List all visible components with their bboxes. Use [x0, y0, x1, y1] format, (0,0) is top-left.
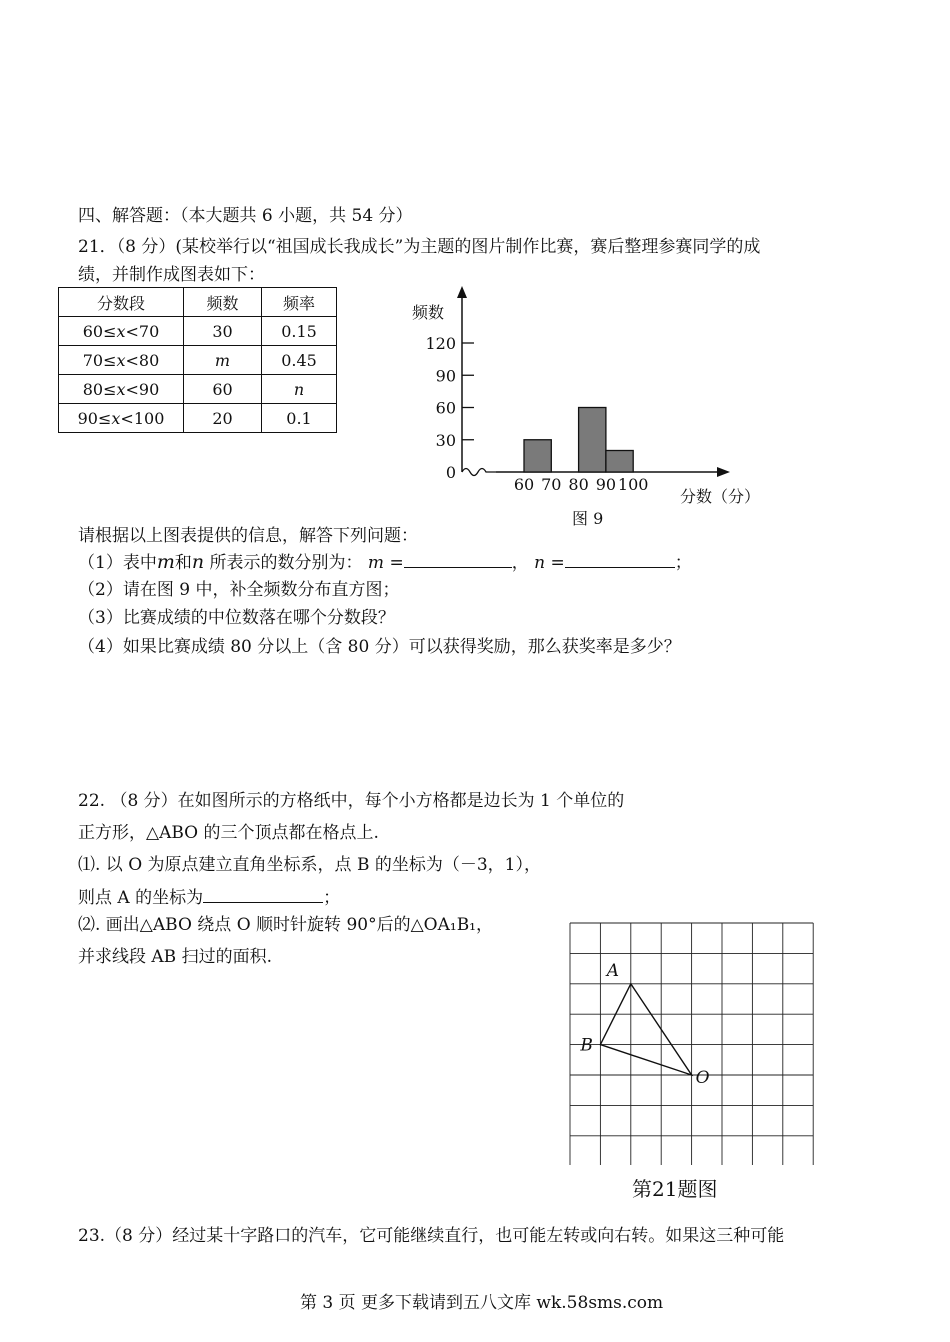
table-row [59, 375, 337, 404]
table-cell-rate: 0.15 [262, 317, 337, 346]
table-header: 频数 [184, 288, 262, 317]
q22-line2: 正方形，△ABO 的三个顶点都在格点上. [78, 823, 379, 843]
y-axis-label: 频数 [412, 303, 445, 322]
x-tick-label: 70 [541, 475, 562, 494]
y-tick-label: 120 [425, 334, 456, 353]
y-axis-arrow [457, 286, 467, 298]
section-heading: 四、解答题：（本大题共 6 小题，共 54 分） [78, 206, 413, 226]
x-tick-label: 90 [595, 475, 617, 494]
table-cell-range: 70≤x<80 [59, 346, 184, 375]
table-row [59, 346, 337, 375]
x-tick-label: 100 [617, 475, 649, 494]
q22-line6: 并求线段 AB 扫过的面积. [78, 947, 272, 967]
histogram-bar [524, 440, 551, 472]
n-answer-blank[interactable] [565, 551, 675, 568]
page-footer: 第 3 页 更多下载请到五八文库 wk.58sms.com [300, 1293, 664, 1313]
q21-sub2: （2）请在图 9 中，补全频数分布直方图； [78, 580, 400, 600]
q23-line1: 23.（8 分）经过某十字路口的汽车，它可能继续直行，也可能左转或向右转。如果这三种可能 [78, 1226, 785, 1246]
histogram-bar [579, 408, 606, 473]
q22-line4: 则点 A 的坐标为 ； [78, 888, 341, 908]
figure-caption: 第21题图 [632, 1177, 718, 1201]
m-answer-blank[interactable] [404, 551, 512, 568]
table-cell-range: 80≤x<90 [59, 375, 184, 404]
triangle-abo [600, 984, 691, 1075]
q21-prompt: 请根据以上图表提供的信息，解答下列问题： [78, 526, 418, 546]
table-cell-freq: 20 [184, 404, 262, 433]
vertex-label-a: A [606, 960, 620, 981]
table-header: 分数段 [59, 288, 184, 317]
table-cell-rate: 0.45 [262, 346, 337, 375]
q21-sub1: （1）表中m和n 所表示的数分别为： m = ， n = ； [78, 551, 692, 573]
table-cell-freq: m [184, 346, 262, 375]
table-header: 频率 [262, 288, 337, 317]
q21-line1: 21．（8 分）(某校举行以“祖国成长我成长”为主题的图片制作比赛，赛后整理参赛同学的成 [78, 237, 761, 257]
chart-title: 图 9 [572, 509, 604, 528]
q21-sub3: （3）比赛成绩的中位数落在哪个分数段？ [78, 608, 395, 628]
table-cell-freq: 60 [184, 375, 262, 404]
table-cell-range: 60≤x<70 [59, 317, 184, 346]
y-tick-label: 0 [445, 463, 456, 482]
table-row [59, 317, 337, 346]
q22-line3: ⑴. 以 O 为原点建立直角坐标系，点 B 的坐标为（－3，1）， [78, 855, 541, 875]
table-row [59, 404, 337, 433]
x-axis-arrow [717, 467, 730, 477]
x-tick-label: 80 [568, 475, 589, 494]
x-axis-break [462, 469, 496, 476]
x-axis-label: 分数（分） [680, 487, 761, 506]
table-cell-freq: 30 [184, 317, 262, 346]
q22-line5: ⑵. 画出△ABO 绕点 O 顺时针旋转 90°后的△OA₁B₁， [78, 915, 493, 935]
table-cell-range: 90≤x<100 [59, 404, 184, 433]
q21-line2: 绩，并制作成图表如下： [78, 265, 265, 285]
histogram-bar [606, 451, 633, 473]
y-tick-label: 30 [435, 430, 456, 450]
a-coordinate-blank[interactable] [203, 886, 323, 903]
table-header-row [59, 288, 337, 317]
histogram-chart [400, 280, 780, 530]
y-tick-label: 90 [435, 366, 456, 386]
q21-sub4: （4）如果比赛成绩 80 分以上（含 80 分）可以获得奖励，那么获奖率是多少？ [78, 637, 681, 657]
y-tick-label: 60 [435, 398, 456, 418]
q22-line1: 22. （8 分）在如图所示的方格纸中，每个小方格都是边长为 1 个单位的 [78, 791, 625, 811]
table-cell-rate: n [262, 375, 337, 404]
vertex-label-b: B [580, 1035, 593, 1056]
x-tick-label: 60 [513, 475, 535, 494]
frequency-table [58, 287, 337, 433]
table-cell-rate: 0.1 [262, 404, 337, 433]
grid-figure [560, 915, 830, 1165]
vertex-label-o: O [695, 1068, 710, 1088]
